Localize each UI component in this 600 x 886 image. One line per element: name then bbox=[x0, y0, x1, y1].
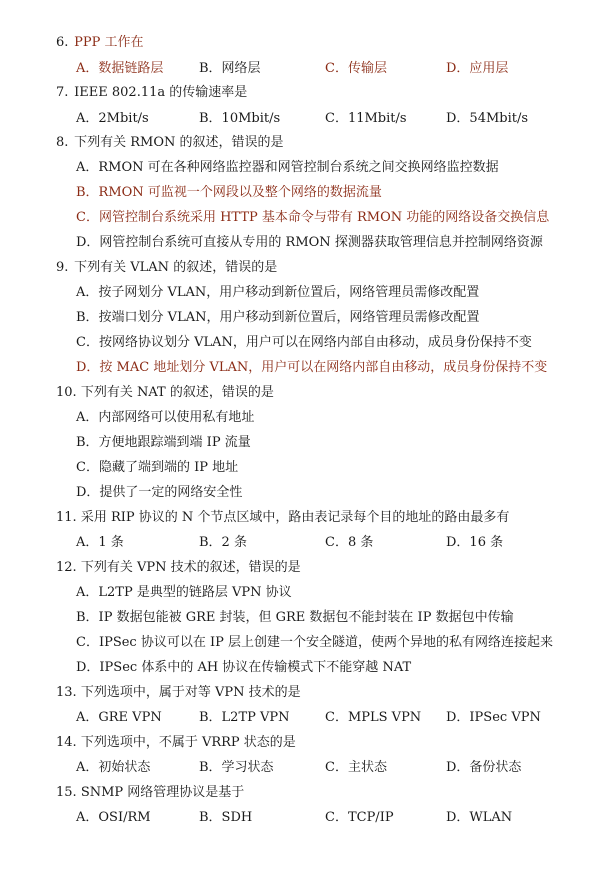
option-d: D．应用层 bbox=[446, 61, 509, 76]
option-a: A．数据链路层 bbox=[76, 61, 164, 76]
question-stem: 下列选项中，不属于 VRRP 状态的是 bbox=[80, 735, 296, 750]
question-stem: 下列选项中，属于对等 VPN 技术的是 bbox=[80, 685, 301, 700]
option-b: B．学习状态 bbox=[199, 760, 274, 775]
question-number: 10. bbox=[56, 385, 77, 400]
question-number: 11. bbox=[56, 510, 77, 525]
option-a: A．L2TP 是典型的链路层 VPN 协议 bbox=[76, 585, 292, 600]
question-stem: 采用 RIP 协议的 N 个节点区域中，路由表记录每个目的地址的路由最多有 bbox=[80, 510, 510, 525]
option-a: A．内部网络可以使用私有地址 bbox=[76, 410, 255, 425]
option-a: A．按子网划分 VLAN，用户移动到新位置后，网络管理员需修改配置 bbox=[76, 285, 480, 300]
option-b: B．网络层 bbox=[199, 61, 261, 76]
option-c: C．11Mbit/s bbox=[325, 111, 407, 126]
question-stem: PPP 工作在 bbox=[74, 35, 144, 50]
question-12 bbox=[56, 559, 301, 577]
option-b: B．10Mbit/s bbox=[199, 111, 281, 126]
option-b: B．方便地跟踪端到端 IP 流量 bbox=[76, 435, 251, 450]
question-15 bbox=[56, 784, 244, 802]
option-a: A．初始状态 bbox=[76, 760, 151, 775]
question-13 bbox=[56, 684, 301, 702]
question-stem: IEEE 802.11a 的传输速率是 bbox=[74, 85, 248, 100]
option-a: A．RMON 可在各种网络监控器和网管控制台系统之间交换网络监控数据 bbox=[76, 160, 499, 175]
option-d: D．提供了一定的网络安全性 bbox=[76, 485, 243, 500]
question-number: 8. bbox=[56, 135, 69, 150]
options-row bbox=[0, 709, 600, 727]
option-d: D．网管控制台系统可直接从专用的 RMON 探测器获取管理信息并控制网络资源 bbox=[76, 235, 543, 250]
option-a: A．1 条 bbox=[76, 535, 124, 550]
option-c: C．按网络协议划分 VLAN，用户可以在网络内部自由移动，成员身份保持不变 bbox=[76, 335, 532, 350]
question-stem: 下列有关 RMON 的叙述，错误的是 bbox=[74, 135, 284, 150]
question-number: 6. bbox=[56, 35, 69, 50]
question-number: 7. bbox=[56, 85, 69, 100]
option-c: C．MPLS VPN bbox=[325, 710, 422, 725]
option-c: C．传输层 bbox=[325, 61, 387, 76]
option-c: C．网管控制台系统采用 HTTP 基本命令与带有 RMON 功能的网络设备交换信息 bbox=[76, 210, 550, 225]
question-number: 12. bbox=[56, 560, 77, 575]
question-stem: 下列有关 NAT 的叙述，错误的是 bbox=[80, 385, 274, 400]
option-b: B．IP 数据包能被 GRE 封装，但 GRE 数据包不能封装在 IP 数据包中传输 bbox=[76, 610, 514, 625]
question-7 bbox=[56, 84, 247, 102]
question-number: 13. bbox=[56, 685, 77, 700]
option-b: B．2 条 bbox=[199, 535, 247, 550]
option-a: A．2Mbit/s bbox=[76, 111, 149, 126]
option-d: D．按 MAC 地址划分 VLAN，用户可以在网络内部自由移动，成员身份保持不变 bbox=[76, 360, 548, 375]
option-c: C．主状态 bbox=[325, 760, 387, 775]
question-stem: SNMP 网络管理协议是基于 bbox=[80, 785, 245, 800]
question-9 bbox=[56, 259, 277, 277]
option-c: C．TCP/IP bbox=[325, 810, 394, 825]
question-11 bbox=[56, 509, 509, 527]
question-stem: 下列有关 VLAN 的叙述，错误的是 bbox=[74, 260, 278, 275]
question-14 bbox=[56, 734, 296, 752]
option-b: B．按端口划分 VLAN，用户移动到新位置后，网络管理员需修改配置 bbox=[76, 310, 480, 325]
option-d: D．IPSec VPN bbox=[446, 710, 541, 725]
question-number: 9. bbox=[56, 260, 69, 275]
options-row bbox=[0, 60, 600, 78]
question-8 bbox=[56, 134, 284, 152]
options-row bbox=[0, 809, 600, 827]
option-d: D．16 条 bbox=[446, 535, 504, 550]
question-number: 15. bbox=[56, 785, 77, 800]
options-row bbox=[0, 759, 600, 777]
option-c: C．8 条 bbox=[325, 535, 374, 550]
option-d: D．备份状态 bbox=[446, 760, 522, 775]
question-10 bbox=[56, 384, 274, 402]
option-d: D．54Mbit/s bbox=[446, 111, 529, 126]
question-stem: 下列有关 VPN 技术的叙述，错误的是 bbox=[80, 560, 301, 575]
question-number: 14. bbox=[56, 735, 77, 750]
option-c: C．隐藏了端到端的 IP 地址 bbox=[76, 460, 239, 475]
option-d: D．WLAN bbox=[446, 810, 513, 825]
option-b: B．SDH bbox=[199, 810, 253, 825]
question-6 bbox=[56, 34, 144, 52]
option-a: A．OSI/RM bbox=[76, 810, 151, 825]
option-b: B．L2TP VPN bbox=[199, 710, 290, 725]
option-d: D．IPSec 体系中的 AH 协议在传输模式下不能穿越 NAT bbox=[76, 660, 412, 675]
option-a: A．GRE VPN bbox=[76, 710, 162, 725]
option-c: C．IPSec 协议可以在 IP 层上创建一个安全隧道，使两个异地的私有网络连接起来 bbox=[76, 635, 553, 650]
option-b: B．RMON 可监视一个网段以及整个网络的数据流量 bbox=[76, 185, 382, 200]
options-row bbox=[0, 110, 600, 128]
options-row bbox=[0, 534, 600, 552]
